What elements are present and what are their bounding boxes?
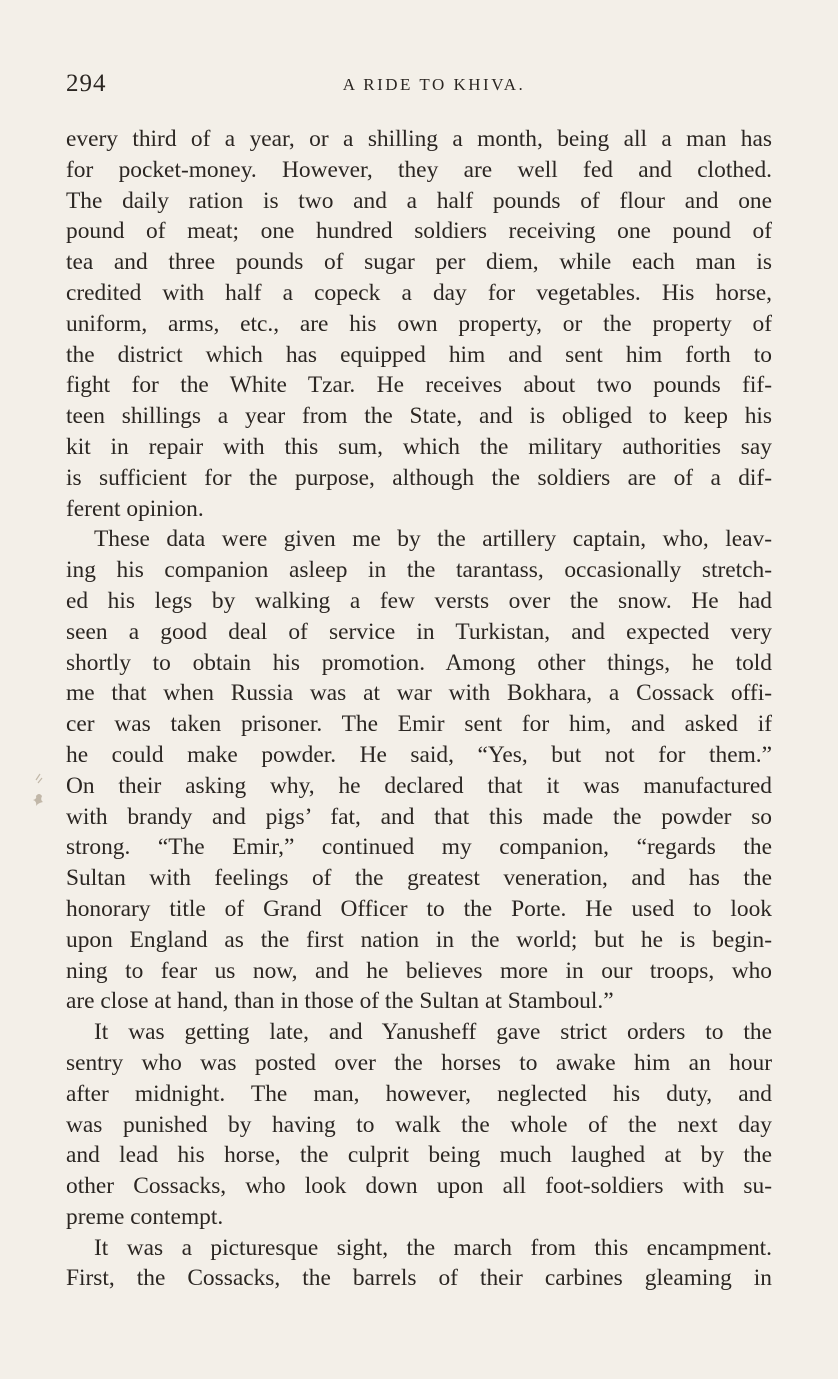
text-line: sentry who was posted over the horses to awake him an hour: [66, 1049, 772, 1076]
text-line: kit in repair with this sum, which the military authorities say: [66, 433, 772, 460]
text-line: fight for the White Tzar. He receives about two pounds fif-: [66, 372, 772, 399]
text-line: ferent opinion.: [66, 495, 204, 522]
text-line: tea and three pounds of sugar per diem, while each man is: [66, 249, 772, 276]
text-line: teen shillings a year from the State, and is obliged to keep his: [66, 403, 772, 430]
text-line: honorary title of Grand Officer to the Porte. He used to look: [66, 895, 772, 922]
text-line: credited with half a copeck a day for vegetables. His horse,: [66, 279, 772, 306]
text-line: These data were given me by the artillery captain, who, leav-: [94, 526, 772, 553]
text-line: the district which has equipped him and sent him forth to: [66, 341, 772, 368]
text-line: me that when Russia was at war with Bokhara, a Cossack offi-: [66, 680, 772, 707]
running-head: [66, 70, 772, 102]
text-line: strong. “The Emir,” continued my companion, “regards the: [66, 834, 772, 861]
margin-ink-mark-icon: [30, 772, 46, 816]
text-line: ing his companion asleep in the tarantass, occasionally stretch-: [66, 557, 772, 584]
text-line: shortly to obtain his promotion. Among other things, he told: [66, 649, 772, 676]
running-title: A RIDE TO KHIVA.: [342, 75, 526, 94]
text-line: after midnight. The man, however, neglected his duty, and: [66, 1080, 772, 1107]
text-line: with brandy and pigs’ fat, and that this made the powder so: [66, 803, 772, 830]
text-line: for pocket-money. However, they are well fed and clothed.: [66, 156, 772, 183]
text-line: preme contempt.: [66, 1203, 224, 1230]
text-line: Sultan with feelings of the greatest veneration, and has the: [66, 865, 772, 892]
text-line: ning to fear us now, and he believes more in our troops, who: [66, 957, 772, 984]
text-line: every third of a year, or a shilling a month, being all a man has: [66, 126, 772, 152]
text-line: was punished by having to walk the whole of the next day: [66, 1111, 772, 1138]
text-line: and lead his horse, the culprit being much laughed at by the: [66, 1142, 772, 1169]
text-line: other Cossacks, who look down upon all foot-soldiers with su-: [66, 1173, 772, 1200]
text-line: It was getting late, and Yanusheff gave strict orders to the: [94, 1019, 772, 1046]
text-line: seen a good deal of service in Turkistan, and expected very: [66, 618, 772, 645]
page-number: 294: [66, 70, 107, 97]
text-line: he could make powder. He said, “Yes, but not for them.”: [66, 741, 772, 768]
text-line: First, the Cossacks, the barrels of their carbines gleaming in: [66, 1265, 772, 1292]
text-line: upon England as the first nation in the world; but he is begin-: [66, 926, 772, 953]
text-line: cer was taken prisoner. The Emir sent for him, and asked if: [66, 711, 772, 738]
text-line: On their asking why, he declared that it was manufactured: [66, 772, 772, 799]
body-text: [66, 124, 772, 1294]
text-line: are close at hand, than in those of the Sultan at Stamboul.”: [66, 988, 614, 1015]
text-line: uniform, arms, etc., are his own property, or the property of: [66, 310, 772, 337]
text-line: ed his legs by walking a few versts over the snow. He had: [66, 587, 772, 614]
text-line: pound of meat; one hundred soldiers receiving one pound of: [66, 218, 772, 245]
text-line: It was a picturesque sight, the march from this encampment.: [94, 1234, 772, 1261]
text-line: is sufficient for the purpose, although the soldiers are of a dif-: [66, 464, 772, 491]
text-line: The daily ration is two and a half pounds of flour and one: [66, 187, 772, 214]
